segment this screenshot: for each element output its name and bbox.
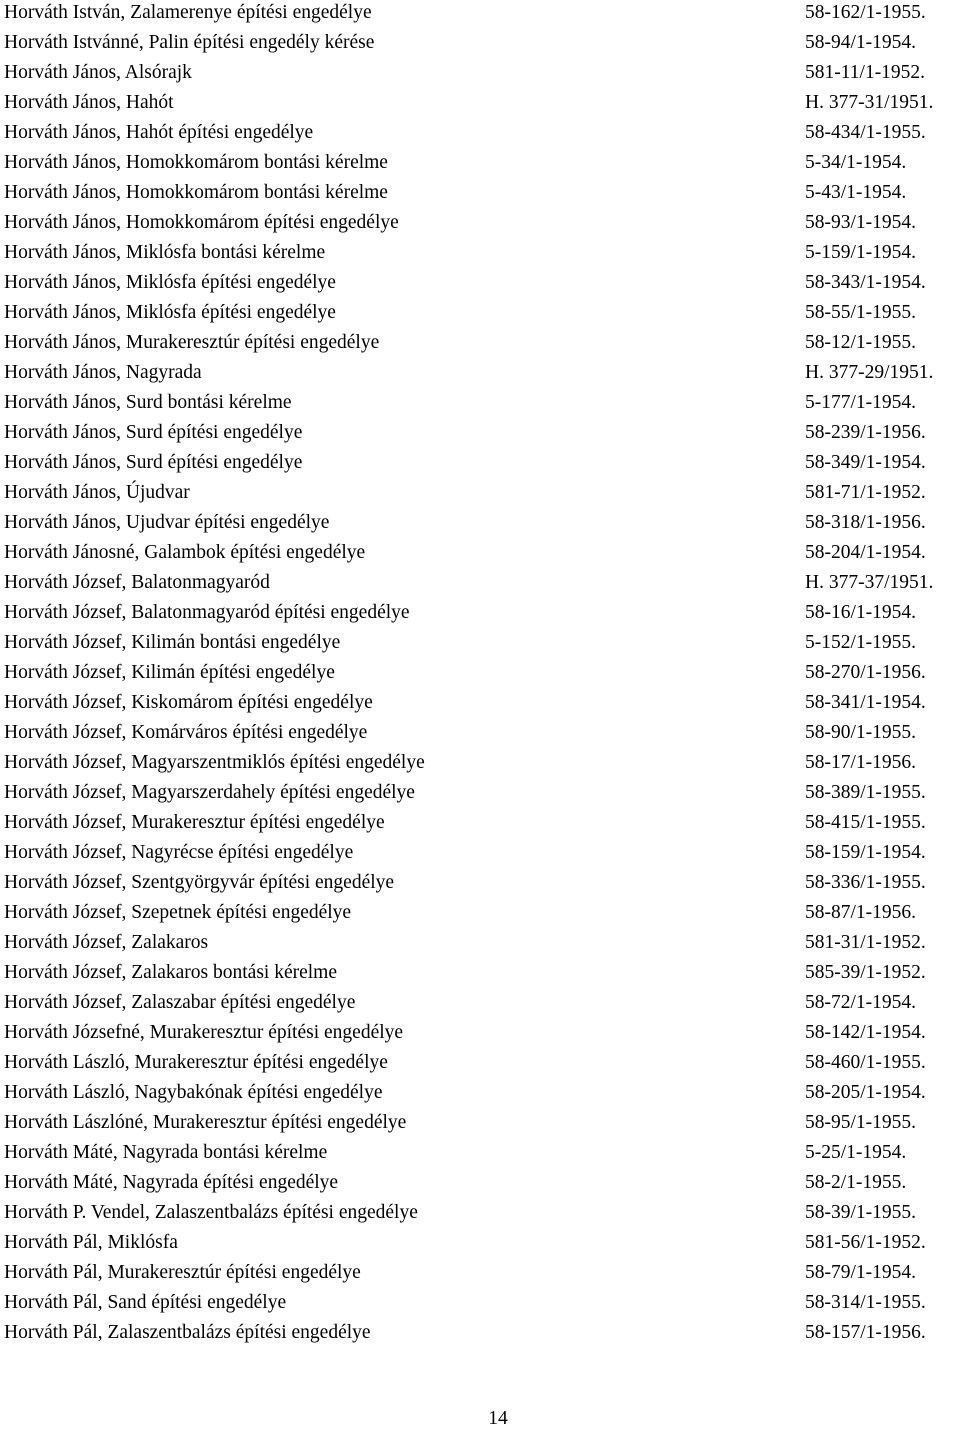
- index-entry: [4, 1320, 960, 1350]
- entry-name: Horváth P. Vendel, Zalaszentbalázs építési engedélye: [4, 1202, 418, 1223]
- page-number: 14: [488, 1408, 508, 1429]
- entry-name: Horváth Máté, Nagyrada bontási kérelme: [4, 1142, 328, 1163]
- entry-reference-number: 5-152/1-1955.: [805, 632, 917, 653]
- index-entry: [4, 150, 960, 180]
- index-entry: [4, 1110, 960, 1140]
- entry-name: Horváth Máté, Nagyrada építési engedélye: [4, 1172, 339, 1193]
- entry-name: Horváth István, Zalamerenye építési engedélye: [4, 2, 372, 23]
- entry-reference-number: 58-55/1-1955.: [805, 302, 917, 323]
- entry-name: Horváth József, Komárváros építési engedélye: [4, 722, 368, 743]
- entry-name: Horváth József, Kilimán építési engedélye: [4, 662, 335, 683]
- entry-reference-number: 58-389/1-1955.: [805, 782, 926, 803]
- entry-name: Horváth Istvánné, Palin építési engedély kérése: [4, 32, 375, 53]
- entry-name: Horváth József, Magyarszerdahely építési engedélye: [4, 782, 415, 803]
- index-entry: [4, 660, 960, 690]
- entry-name: Horváth József, Magyarszentmiklós építési engedélye: [4, 752, 425, 773]
- entry-name: Horváth Pál, Miklósfa: [4, 1232, 178, 1253]
- index-entry: [4, 450, 960, 480]
- index-entry: [4, 750, 960, 780]
- entry-reference-number: 58-142/1-1954.: [805, 1022, 926, 1043]
- index-entry: [4, 210, 960, 240]
- entry-name: Horváth László, Murakeresztur építési engedélye: [4, 1052, 388, 1073]
- entry-reference-number: 58-314/1-1955.: [805, 1292, 926, 1313]
- entry-name: Horváth János, Miklósfa építési engedélye: [4, 302, 336, 323]
- entry-reference-number: 58-349/1-1954.: [805, 452, 926, 473]
- entry-name: Horváth József, Murakeresztur építési engedélye: [4, 812, 385, 833]
- entry-reference-number: 5-25/1-1954.: [805, 1142, 907, 1163]
- index-entry: [4, 360, 960, 390]
- entry-name: Horváth József, Kilimán bontási engedélye: [4, 632, 341, 653]
- entry-name: Horváth József, Kiskomárom építési engedélye: [4, 692, 373, 713]
- entry-reference-number: 58-16/1-1954.: [805, 602, 917, 623]
- entry-reference-number: 58-415/1-1955.: [805, 812, 926, 833]
- index-entry: [4, 1140, 960, 1170]
- entry-name: Horváth Jánosné, Galambok építési engedélye: [4, 542, 366, 563]
- index-entry: [4, 1050, 960, 1080]
- index-entry: [4, 540, 960, 570]
- entry-name: Horváth János, Alsórajk: [4, 62, 192, 83]
- index-entry: [4, 120, 960, 150]
- index-entry: [4, 630, 960, 660]
- entry-reference-number: 58-336/1-1955.: [805, 872, 926, 893]
- entry-reference-number: 58-17/1-1956.: [805, 752, 917, 773]
- entry-name: Horváth János, Hahót építési engedélye: [4, 122, 314, 143]
- index-entry: [4, 990, 960, 1020]
- index-entry: [4, 270, 960, 300]
- index-entry: [4, 30, 960, 60]
- index-entry: [4, 1170, 960, 1200]
- entry-name: Horváth János, Nagyrada: [4, 362, 202, 383]
- entry-reference-number: 58-434/1-1955.: [805, 122, 926, 143]
- index-entry: [4, 870, 960, 900]
- entry-name: Horváth János, Surd bontási kérelme: [4, 392, 292, 413]
- entry-reference-number: 581-11/1-1952.: [805, 62, 926, 83]
- entry-reference-number: 581-56/1-1952.: [805, 1232, 926, 1253]
- entry-reference-number: 58-318/1-1956.: [805, 512, 926, 533]
- index-entry: [4, 180, 960, 210]
- entry-reference-number: 58-159/1-1954.: [805, 842, 926, 863]
- entry-reference-number: 58-12/1-1955.: [805, 332, 917, 353]
- entry-reference-number: 58-162/1-1955.: [805, 2, 926, 23]
- entry-reference-number: H. 377-37/1951.: [805, 572, 934, 593]
- entry-name: Horváth János, Surd építési engedélye: [4, 422, 303, 443]
- entry-name: Horváth Pál, Sand építési engedélye: [4, 1292, 287, 1313]
- entry-reference-number: 58-2/1-1955.: [805, 1172, 907, 1193]
- index-entry: [4, 510, 960, 540]
- index-entry: [4, 300, 960, 330]
- index-list: [4, 0, 960, 1350]
- entry-name: Horváth János, Homokkomárom építési engedélye: [4, 212, 399, 233]
- entry-reference-number: 58-90/1-1955.: [805, 722, 917, 743]
- index-entry: [4, 420, 960, 450]
- entry-name: Horváth János, Miklósfa építési engedélye: [4, 272, 336, 293]
- index-entry: [4, 1230, 960, 1260]
- index-entry: [4, 780, 960, 810]
- entry-name: Horváth János, Újudvar: [4, 482, 190, 503]
- entry-reference-number: 58-39/1-1955.: [805, 1202, 917, 1223]
- entry-name: Horváth László, Nagybakónak építési engedélye: [4, 1082, 383, 1103]
- index-entry: [4, 1020, 960, 1050]
- index-entry: [4, 330, 960, 360]
- entry-name: Horváth János, Surd építési engedélye: [4, 452, 303, 473]
- index-entry: [4, 240, 960, 270]
- entry-name: Horváth József, Zalakaros: [4, 932, 209, 953]
- entry-reference-number: 58-157/1-1956.: [805, 1322, 926, 1343]
- entry-reference-number: 5-177/1-1954.: [805, 392, 917, 413]
- entry-reference-number: 581-31/1-1952.: [805, 932, 926, 953]
- entry-reference-number: 58-343/1-1954.: [805, 272, 926, 293]
- entry-reference-number: 58-87/1-1956.: [805, 902, 917, 923]
- index-entry: [4, 390, 960, 420]
- index-entry: [4, 600, 960, 630]
- entry-name: Horváth József, Balatonmagyaród építési engedélye: [4, 602, 410, 623]
- index-entry: [4, 0, 960, 30]
- index-entry: [4, 900, 960, 930]
- entry-name: Horváth József, Balatonmagyaród: [4, 572, 270, 593]
- index-entry: [4, 570, 960, 600]
- entry-reference-number: 58-95/1-1955.: [805, 1112, 917, 1133]
- entry-reference-number: 58-341/1-1954.: [805, 692, 926, 713]
- entry-reference-number: 58-270/1-1956.: [805, 662, 926, 683]
- entry-name: Horváth Lászlóné, Murakeresztur építési engedélye: [4, 1112, 407, 1133]
- index-entry: [4, 960, 960, 990]
- index-entry: [4, 720, 960, 750]
- entry-reference-number: 585-39/1-1952.: [805, 962, 926, 983]
- index-entry: [4, 480, 960, 510]
- entry-reference-number: 58-79/1-1954.: [805, 1262, 917, 1283]
- entry-reference-number: 58-239/1-1956.: [805, 422, 926, 443]
- entry-name: Horváth Pál, Zalaszentbalázs építési engedélye: [4, 1322, 371, 1343]
- entry-name: Horváth János, Ujudvar építési engedélye: [4, 512, 330, 533]
- entry-reference-number: 5-34/1-1954.: [805, 152, 907, 173]
- entry-name: Horváth József, Szepetnek építési engedélye: [4, 902, 352, 923]
- entry-reference-number: 58-205/1-1954.: [805, 1082, 926, 1103]
- entry-name: Horváth János, Murakeresztúr építési engedélye: [4, 332, 380, 353]
- entry-reference-number: H. 377-31/1951.: [805, 92, 934, 113]
- entry-name: Horváth József, Szentgyörgyvár építési engedélye: [4, 872, 395, 893]
- entry-name: Horváth József, Zalakaros bontási kérelme: [4, 962, 338, 983]
- entry-name: Horváth József, Zalaszabar építési engedélye: [4, 992, 356, 1013]
- index-entry: [4, 1200, 960, 1230]
- entry-reference-number: 581-71/1-1952.: [805, 482, 926, 503]
- entry-reference-number: 58-94/1-1954.: [805, 32, 917, 53]
- entry-name: Horváth János, Homokkomárom bontási kérelme: [4, 182, 388, 203]
- entry-reference-number: 58-204/1-1954.: [805, 542, 926, 563]
- index-entry: [4, 810, 960, 840]
- index-entry: [4, 690, 960, 720]
- entry-reference-number: 58-460/1-1955.: [805, 1052, 926, 1073]
- entry-name: Horváth Józsefné, Murakeresztur építési engedélye: [4, 1022, 404, 1043]
- entry-name: Horváth Pál, Murakeresztúr építési engedélye: [4, 1262, 361, 1283]
- entry-name: Horváth János, Miklósfa bontási kérelme: [4, 242, 326, 263]
- index-entry: [4, 930, 960, 960]
- entry-reference-number: 5-43/1-1954.: [805, 182, 907, 203]
- index-entry: [4, 840, 960, 870]
- entry-name: Horváth József, Nagyrécse építési engedélye: [4, 842, 354, 863]
- entry-reference-number: 58-93/1-1954.: [805, 212, 917, 233]
- entry-reference-number: 5-159/1-1954.: [805, 242, 917, 263]
- index-entry: [4, 1290, 960, 1320]
- entry-name: Horváth János, Hahót: [4, 92, 174, 113]
- entry-reference-number: 58-72/1-1954.: [805, 992, 917, 1013]
- index-entry: [4, 1260, 960, 1290]
- entry-reference-number: H. 377-29/1951.: [805, 362, 934, 383]
- entry-name: Horváth János, Homokkomárom bontási kérelme: [4, 152, 388, 173]
- index-entry: [4, 1080, 960, 1110]
- index-entry: [4, 90, 960, 120]
- index-entry: [4, 60, 960, 90]
